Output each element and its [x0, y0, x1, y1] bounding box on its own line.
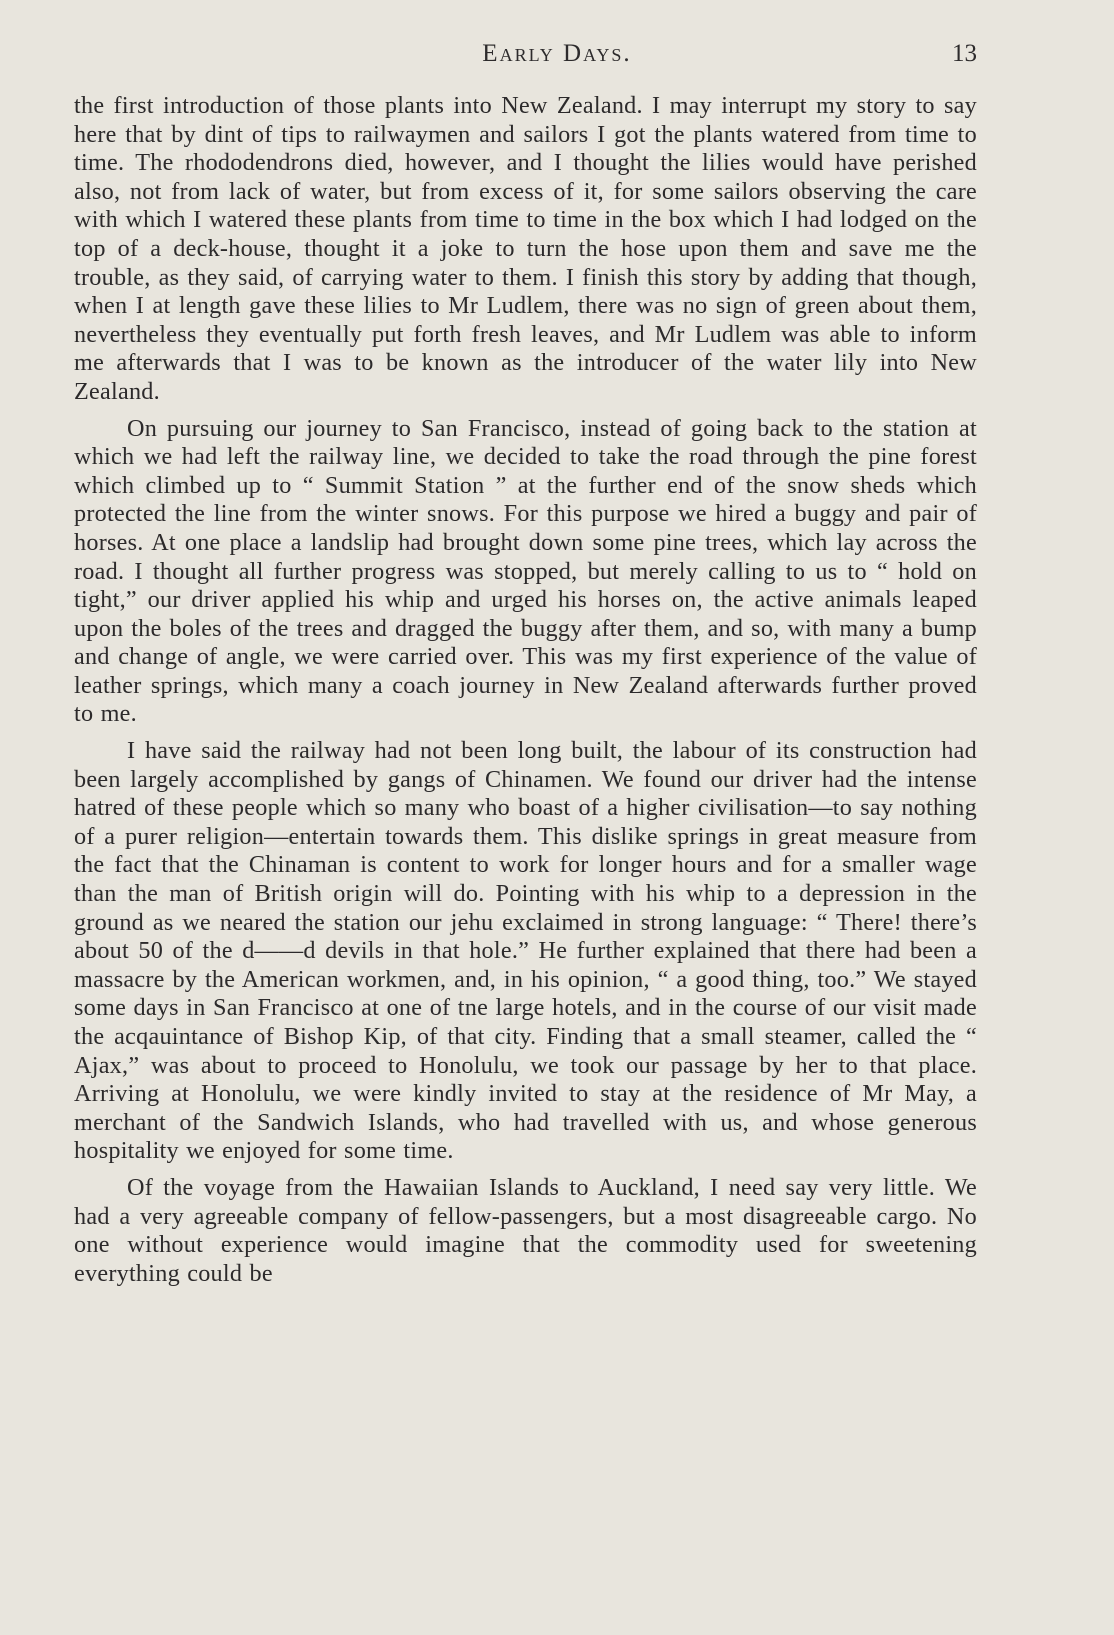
body-text — [74, 92, 977, 1296]
paragraph-4: Of the voyage from the Hawaiian Islands to Auckland, I need say very little. We had a very agreeable company of fellow-passengers, but a most disagreeable cargo. No one without experience would imagine that the commodity used for sweetening everything could be — [74, 1173, 977, 1287]
running-title: Early Days. — [482, 40, 632, 67]
paragraph-2: On pursuing our journey to San Francisco, instead of going back to the station at which we had left the railway line, we decided to take the road through the pine forest which climbed up to “ Summit Station ” at the further end of the snow sheds which protected the line from the winter snows. For this purpose we hired a buggy and pair of horses. At one place a landslip had brought down some pine trees, which lay across the road. I thought all further progress was stopped, but merely calling to us to “ hold on tight,” our driver applied his whip and urged his horses on, the active animals leaped upon the boles of the trees and dragged the buggy after them, and so, with many a bump and change of angle, we were carried over. This was my first experience of the value of leather springs, which many a coach journey in New Zealand afterwards further proved to me. — [74, 414, 977, 728]
page-number: 13 — [952, 40, 977, 67]
paragraph-1: the first introduction of those plants into New Zealand. I may interrupt my story to say here that by dint of tips to railwaymen and sailors I got the plants watered from time to time. The rhododendrons died, however, and I thought the lilies would have perished also, not from lack of water, but from excess of it, for some sailors observing the care with which I watered these plants from time to time in the box which I had lodged on the top of a deck-house, thought it a joke to turn the hose upon them and save me the trouble, as they said, of carrying water to them. I finish this story by adding that though, when I at length gave these lilies to Mr Ludlem, there was no sign of green about them, nevertheless they eventually put forth fresh leaves, and Mr Ludlem was able to inform me afterwards that I was to be known as the introducer of the water lily into New Zealand. — [74, 92, 977, 405]
paragraph-3: I have said the railway had not been long built, the labour of its construction had been largely accomplished by gangs of Chinamen. We found our driver had the intense hatred of these people which so many who boast of a higher civilisation—to say nothing of a purer religion—entertain towards them. This dislike springs in great measure from the fact that the Chinaman is content to work for longer hours and for a smaller wage than the man of British origin will do. Pointing with his whip to a depression in the ground as we neared the station our jehu exclaimed in strong language: “ There! there’s about 50 of the d——d devils in that hole.” He further explained that there had been a massacre by the American workmen, and, in his opinion, “ a good thing, too.” We stayed some days in San Francisco at one of tne large hotels, and in the course of our visit made the acqauintance of Bishop Kip, of that city. Finding that a small steamer, called the “ Ajax,” was about to proceed to Honolulu, we took our passage by her to that place. Arriving at Honolulu, we were kindly invited to stay at the residence of Mr May, a merchant of the Sandwich Islands, who had travelled with us, and whose generous hospitality we enjoyed for some time. — [74, 737, 977, 1165]
running-head — [0, 36, 1114, 76]
